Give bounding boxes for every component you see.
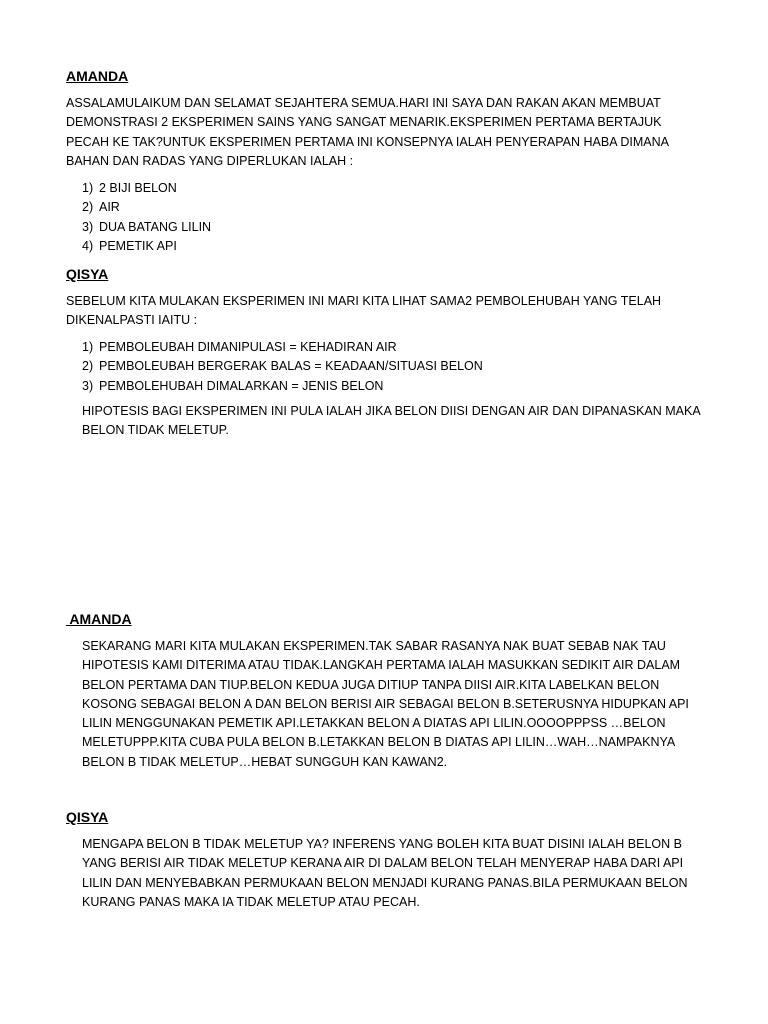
list-item: 3) DUA BATANG LILIN xyxy=(82,219,212,234)
speaker-heading-amanda: AMANDA xyxy=(66,68,129,84)
experiment-paragraph: SEKARANG MARI KITA MULAKAN EKSPERIMEN.TAK SABAR RASANYA NAK BUAT SEBAB NAK TAU HIPOTESIS KAMI DITERIMA ATAU TIDAK.LANGKAH PERTAMA IALAH MASUKKAN SEDIKIT AIR DALAM BELON PERTAMA DAN TIUP.BELON KEDUA JUGA DITIUP TANPA DIISI AIR.KITA LABELKAN BELON KOSONG SEBAGAI BELON A DAN BELON BERISI AIR SEBAGAI BELON B.SETERUSNYA HIDUPKAN API LILIN MENGGUNAKAN PEMETIK API.LETAKKAN BELON A DIATAS API LILIN.OOOOPPPSS …BELON MELETUPPP.KITA CUBA PULA BELON B.LETAKKAN BELON B DIATAS API LILIN…WAH…NAMPAKNYA BELON B TIDAK MELETUP…HEBAT SUNGGUH KAN KAWAN2. xyxy=(82,639,689,769)
list-item: 2) PEMBOLEUBAH BERGERAK BALAS = KEADAAN/SITUASI BELON xyxy=(82,359,483,374)
variables-list xyxy=(82,338,483,396)
speaker-heading-amanda: AMANDA xyxy=(66,611,132,627)
inference-paragraph: MENGAPA BELON B TIDAK MELETUP YA? INFERENS YANG BOLEH KITA BUAT DISINI IALAH BELON B YANG BERISI AIR TIDAK MELETUP KERANA AIR DI DALAM BELON TELAH MENYERAP HABA DARI API LILIN DAN MENYEBABKAN PERMUKAAN BELON MENJADI KURANG PANAS.BILA PERMUKAAN BELON KURANG PANAS MAKA IA TIDAK MELETUP ATAU PECAH. xyxy=(82,837,688,909)
list-item: 4) PEMETIK API xyxy=(82,238,177,253)
list-item: 1) 2 BIJI BELON xyxy=(82,181,177,195)
speaker-heading-qisya: QISYA xyxy=(66,266,109,282)
list-item: 2) AIR xyxy=(82,200,120,215)
list-item: 3) PEMBOLEHUBAH DIMALARKAN = JENIS BELON xyxy=(82,378,384,393)
materials-list xyxy=(82,179,211,256)
list-item: 1) PEMBOLEUBAH DIMANIPULASI = KEHADIRAN AIR xyxy=(82,340,397,354)
variables-intro-paragraph: SEBELUM KITA MULAKAN EKSPERIMEN INI MARI KITA LIHAT SAMA2 PEMBOLEHUBAH YANG TELAH DIKENALPASTI IAITU : xyxy=(66,294,662,328)
speaker-heading-qisya: QISYA xyxy=(66,809,109,825)
hypothesis-paragraph: HIPOTESIS BAGI EKSPERIMEN INI PULA IALAH JIKA BELON DIISI DENGAN AIR DAN DIPANASKAN MAKA BELON TIDAK MELETUP. xyxy=(82,404,700,438)
intro-paragraph: ASSALAMULAIKUM DAN SELAMAT SEJAHTERA SEMUA.HARI INI SAYA DAN RAKAN AKAN MEMBUAT DEMONSTRASI 2 EKSPERIMEN SAINS YANG SANGAT MENARIK.EKSPERIMEN PERTAMA BERTAJUK PECAH KE TAK?UNTUK EKSPERIMEN PERTAMA INI KONSEPNYA IALAH PENYERAPAN HABA DIMANA BAHAN DAN RADAS YANG DIPERLUKAN IALAH : xyxy=(66,96,669,168)
